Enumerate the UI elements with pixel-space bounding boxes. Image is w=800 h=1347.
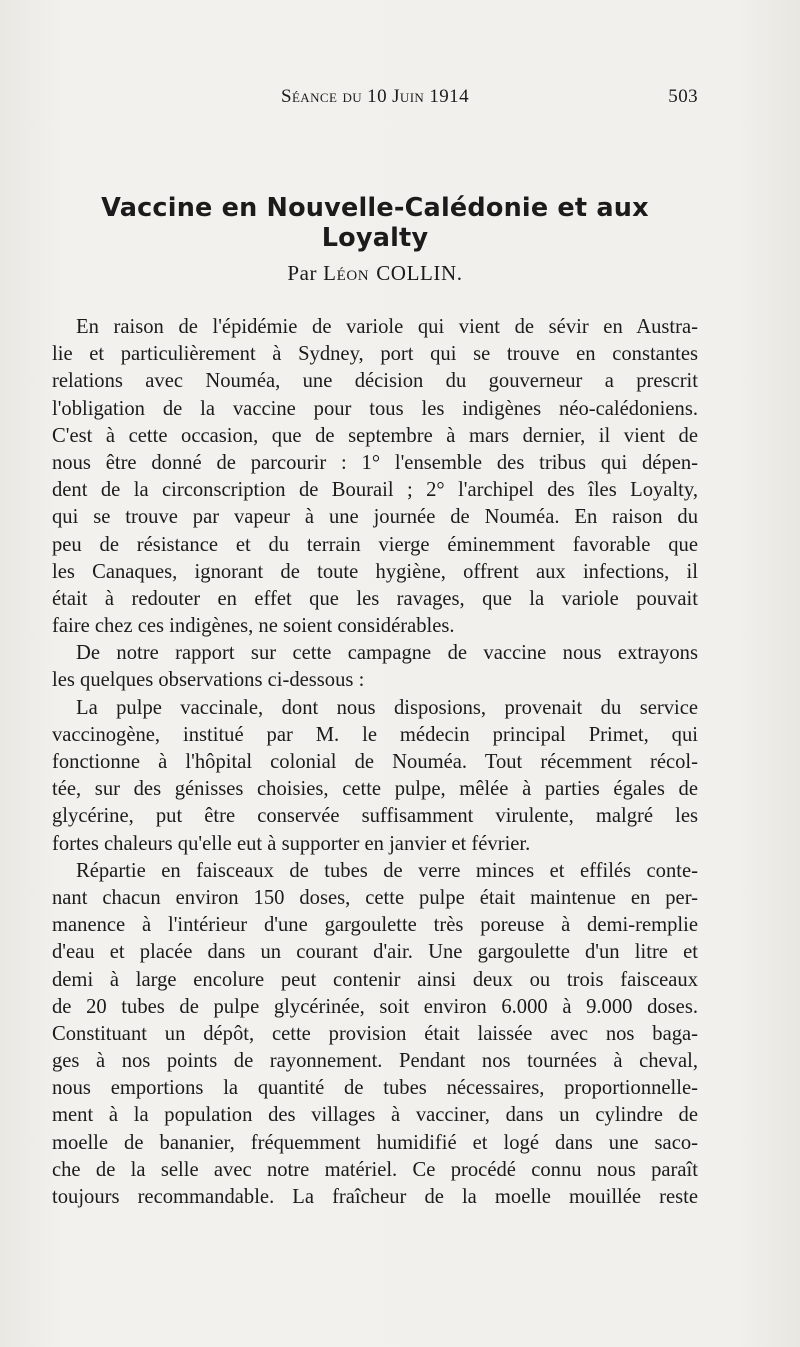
- text-line: En raison de l'épidémie de variole qui vient de sévir en Austra-: [76, 316, 698, 338]
- author-byline: [52, 261, 698, 286]
- text-line: relations avec Nouméa, une décision du gouverneur a prescrit: [52, 370, 698, 393]
- text-line: l'obligation de la vaccine pour tous les indigènes néo-calédoniens.: [52, 397, 698, 420]
- text-line: de 20 tubes de pulpe glycérinée, soit environ 6.000 à 9.000 doses.: [52, 995, 698, 1018]
- text-line: lie et particulièrement à Sydney, port qui se trouve en constantes: [52, 343, 698, 366]
- text-line: fonctionne à l'hôpital colonial de Nouméa. Tout récemment récol-: [52, 751, 698, 773]
- text-line: vaccinogène, institué par M. le médecin principal Primet, qui: [52, 723, 698, 746]
- text-line: dent de la circonscription de Bourail ; 2° l'archipel des îles Loyalty,: [52, 479, 698, 502]
- page-number: 503: [668, 86, 698, 107]
- author-last-name: COLLIN.: [376, 261, 463, 285]
- text-line: les quelques observations ci-dessous :: [52, 669, 365, 692]
- text-line: nous être donné de parcourir : 1° l'ensemble des tribus qui dépen-: [52, 451, 698, 474]
- text-line: C'est à cette occasion, que de septembre à mars dernier, il vient de: [52, 424, 698, 447]
- author-first-name: Léon: [323, 261, 370, 285]
- text-line: Constituant un dépôt, cette provision était laissée avec nos baga-: [52, 1022, 698, 1045]
- text-line: De notre rapport sur cette campagne de vaccine nous extrayons: [76, 642, 698, 665]
- text-line: fortes chaleurs qu'elle eut à supporter en janvier et février.: [52, 832, 531, 855]
- text-line: était à redouter en effet que les ravages, que la variole pouvait: [52, 587, 698, 610]
- text-line: toujours recommandable. La fraîcheur de la moelle mouillée reste: [52, 1186, 698, 1208]
- running-title: Séance du 10 Juin 1914: [281, 86, 469, 107]
- text-line: nous emportions la quantité de tubes nécessaires, proportionnelle-: [52, 1077, 698, 1100]
- text-line: La pulpe vaccinale, dont nous disposions, provenait du service: [76, 696, 698, 719]
- text-line: ment à la population des villages à vacciner, dans un cylindre de: [52, 1104, 698, 1127]
- text-line: moelle de bananier, fréquemment humidifié et logé dans une saco-: [52, 1131, 698, 1154]
- text-line: Répartie en faisceaux de tubes de verre minces et effilés conte-: [76, 859, 698, 882]
- text-line: glycérine, put être conservée suffisamment virulente, malgré les: [52, 805, 698, 828]
- text-line: che de la selle avec notre matériel. Ce procédé connu nous paraît: [52, 1158, 698, 1181]
- text-line: les Canaques, ignorant de toute hygiène, offrent aux infections, il: [52, 560, 698, 583]
- byline-prefix: Par: [287, 261, 318, 285]
- text-line: ges à nos points de rayonnement. Pendant nos tournées à cheval,: [52, 1050, 698, 1073]
- text-line: qui se trouve par vapeur à une journée de Nouméa. En raison du: [52, 506, 698, 529]
- text-line: d'eau et placée dans un courant d'air. Une gargoulette d'un litre et: [52, 941, 698, 964]
- article-title: Vaccine en Nouvelle-Calédonie et aux Loyalty: [101, 193, 649, 253]
- text-line: peu de résistance et du terrain vierge éminemment favorable que: [52, 533, 698, 556]
- running-header: [52, 86, 698, 116]
- text-line: tée, sur des génisses choisies, cette pulpe, mêlée à parties égales de: [52, 778, 698, 801]
- text-line: demi à large encolure peut contenir ainsi deux ou trois faisceaux: [52, 968, 698, 991]
- text-line: nant chacun environ 150 doses, cette pulpe était maintenue en per-: [52, 886, 698, 909]
- article-body: [52, 314, 698, 1211]
- text-line: faire chez ces indigènes, ne soient considérables.: [52, 615, 455, 638]
- text-line: manence à l'intérieur d'une gargoulette très poreuse à demi-remplie: [52, 914, 698, 937]
